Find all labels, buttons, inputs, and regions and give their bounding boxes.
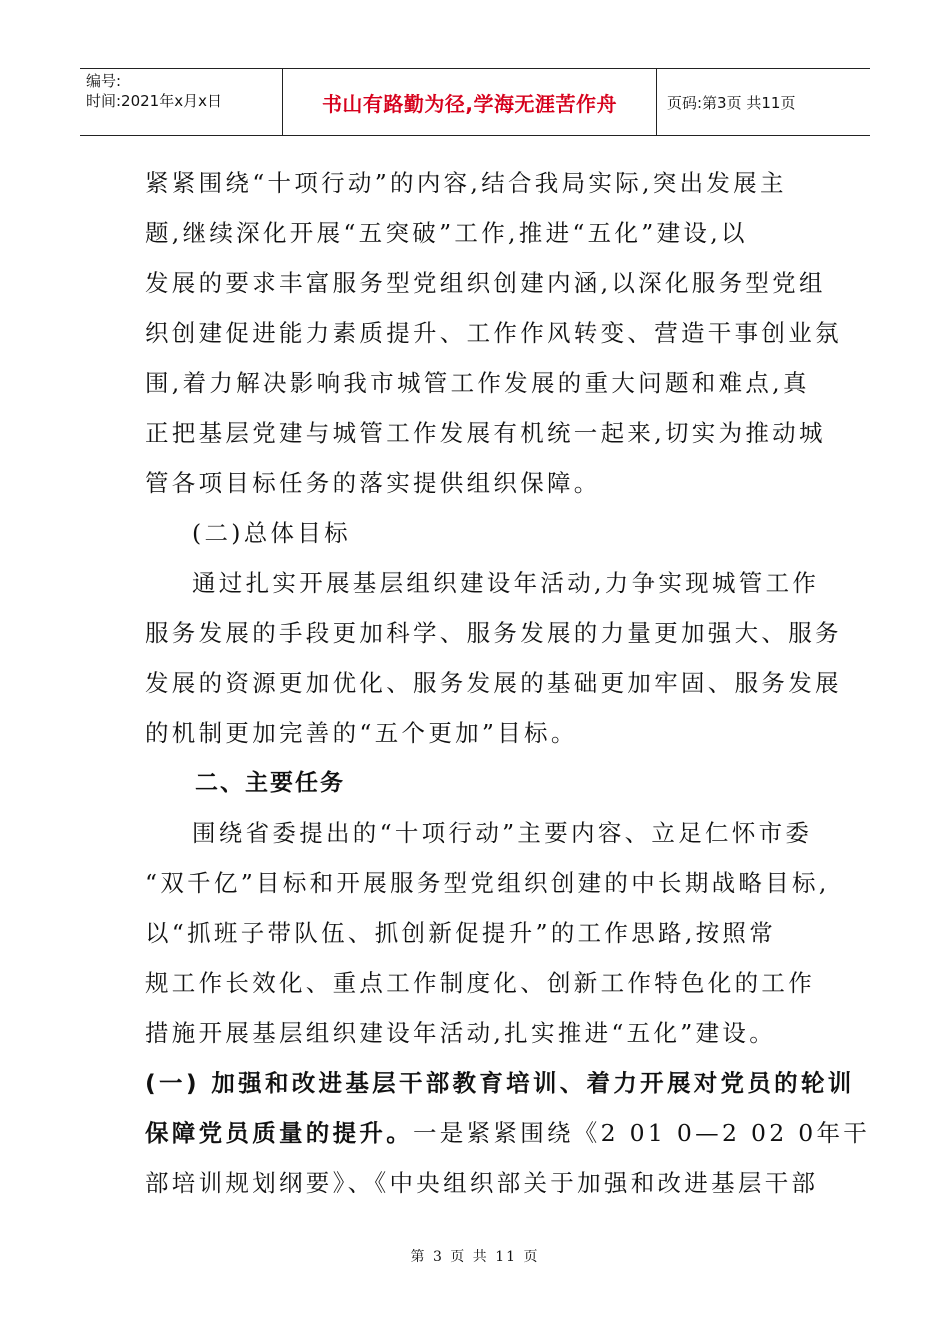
page-footer: 第 3 页 共 11 页 xyxy=(410,1249,540,1265)
body-line: 织创建促进能力素质提升、工作作风转变、营造干事创业氛 xyxy=(145,319,842,347)
body-line: 以“抓班子带队伍、抓创新促提升”的工作思路,按照常 xyxy=(145,919,776,947)
time-label: 时间:2021年x月x日 xyxy=(86,92,222,110)
body-line: 围绕省委提出的“十项行动”主要内容、立足仁怀市委 xyxy=(192,819,813,847)
body-line: 紧紧围绕“十项行动”的内容,结合我局实际,突出发展主 xyxy=(145,169,787,197)
bold-subheading-tail: 保障党员质量的提升。 xyxy=(145,1119,413,1147)
body-line: 的机制更加完善的“五个更加”目标。 xyxy=(145,719,578,747)
mixed-line xyxy=(145,1108,871,1158)
header-motto: 书山有路勤为径,学海无涯苦作舟 xyxy=(283,69,657,135)
header-meta xyxy=(80,69,283,135)
bold-subheading: (一) 加强和改进基层干部教育培训、着力开展对党员的轮训 xyxy=(145,1069,855,1097)
body-line: 规工作长效化、重点工作制度化、创新工作特色化的工作 xyxy=(145,969,815,997)
body-line: 题,继续深化开展“五突破”工作,推进“五化”建设,以 xyxy=(145,219,748,247)
serial-label: 编号: xyxy=(86,72,122,90)
body-line: 服务发展的手段更加科学、服务发展的力量更加强大、服务 xyxy=(145,619,842,647)
document-body xyxy=(145,158,871,1208)
section-subtitle: (二)总体目标 xyxy=(192,519,351,547)
body-line: 措施开展基层组织建设年活动,扎实推进“五化”建设。 xyxy=(145,1019,776,1047)
body-line: 正把基层党建与城管工作发展有机统一起来,切实为推动城 xyxy=(145,419,826,447)
header-table xyxy=(80,68,870,136)
body-line-tail: 一是紧紧围绕《2 01 0—2 02 0年干 xyxy=(413,1119,871,1147)
body-line: “双千亿”目标和开展服务型党组织创建的中长期战略目标, xyxy=(145,869,830,897)
body-line: 部培训规划纲要》、《中央组织部关于加强和改进基层干部 xyxy=(145,1169,819,1197)
section-heading: 二、主要任务 xyxy=(195,770,345,796)
body-line: 管各项目标任务的落实提供组织保障。 xyxy=(145,469,601,497)
body-line: 围,着力解决影响我市城管工作发展的重大问题和难点,真 xyxy=(145,369,810,397)
header-page-info: 页码:第3页 共11页 xyxy=(667,93,796,112)
body-line: 发展的要求丰富服务型党组织创建内涵,以深化服务型党组 xyxy=(145,269,826,297)
body-line: 通过扎实开展基层组织建设年活动,力争实现城管工作 xyxy=(192,569,820,597)
body-line: 发展的资源更加优化、服务发展的基础更加牢固、服务发展 xyxy=(145,669,842,697)
